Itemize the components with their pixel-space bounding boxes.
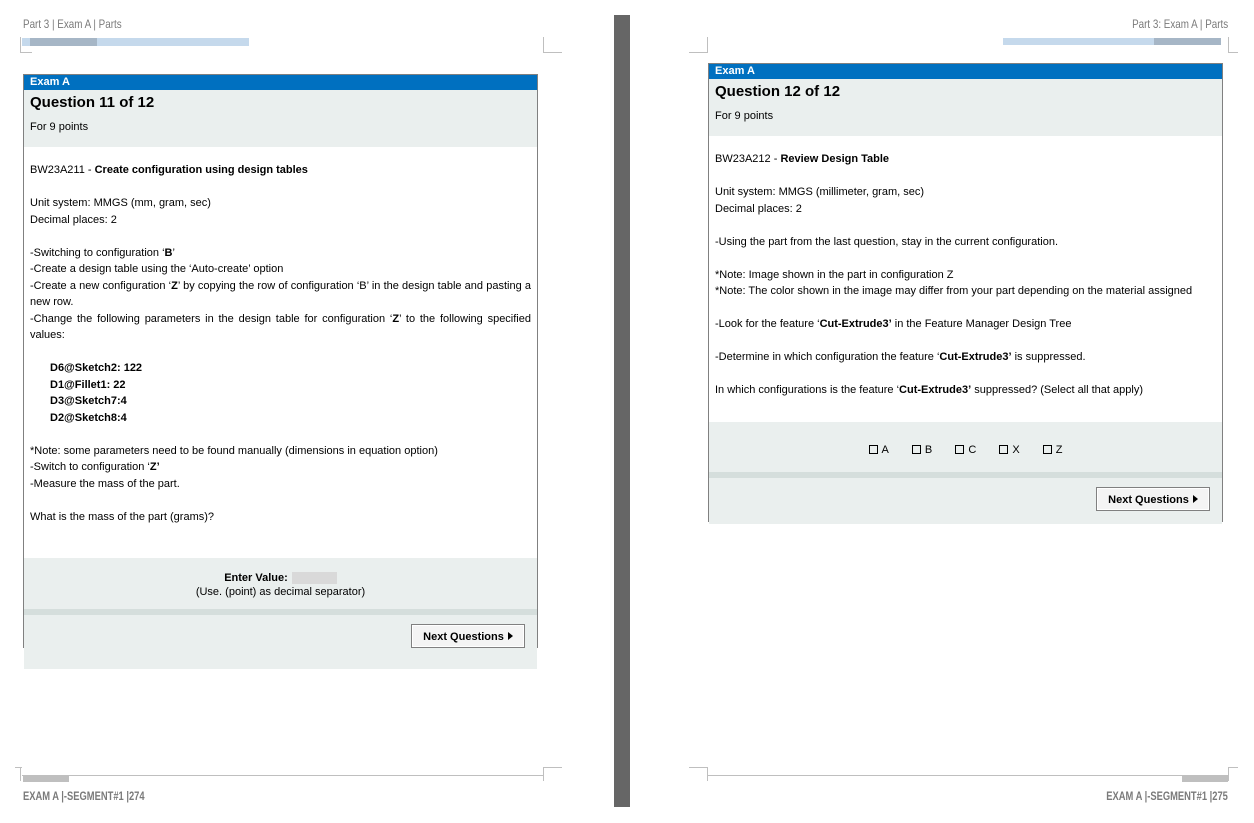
unit-system: Unit system: MMGS (millimeter, gram, sec) bbox=[715, 186, 925, 198]
parameter-value: D2@Sketch8:4 bbox=[50, 411, 127, 424]
right-page-header: Part 3: Exam A | Parts bbox=[1131, 17, 1228, 31]
corner-mark bbox=[707, 767, 708, 781]
option-c[interactable]: C bbox=[955, 422, 976, 478]
instruction-step: -Using the part from the last question, stay in the current configuration. bbox=[715, 235, 1059, 248]
option-a[interactable]: A bbox=[869, 422, 889, 478]
corner-mark bbox=[543, 767, 544, 781]
left-header-accent-bar bbox=[22, 38, 249, 46]
instruction-step: -Switch to configuration ‘Z’ bbox=[30, 461, 160, 473]
corner-mark bbox=[15, 767, 22, 768]
corner-mark bbox=[20, 52, 32, 53]
button-area bbox=[24, 615, 537, 669]
answer-input[interactable] bbox=[292, 572, 337, 584]
corner-mark bbox=[543, 52, 562, 53]
footer-accent bbox=[1182, 776, 1228, 782]
note: *Note: Image shown in the part in configuration Z bbox=[715, 268, 954, 281]
instruction-step: -Change the following parameters in the design table for configuration ‘Z’ to the following specified values: bbox=[30, 312, 531, 341]
footer-rule bbox=[22, 775, 544, 776]
right-page-footer: EXAM A |-SEGMENT#1 |275 bbox=[1106, 789, 1228, 803]
question-11-panel bbox=[23, 74, 538, 648]
question-body: BW23A211 - Create configuration using design tables Unit system: MMGS (mm, gram, sec) Decimal places: 2 -Switching to configuration ‘B’ -Create a design table using the ‘Auto-create’ option -Create a new configuration ‘Z’ by copying the row of configuration ‘B’ in the design table and pasting a new row. -Change the following parameters in the design table for configuration ‘Z’ to the following specified values: D6@Sketch2: 122 D1@Fillet1: 22 D3@Sketch7:4 D2@Sketch8:4 *Note: some parameters need to be found manually (dimensions in equation option) -Switch to configuration ‘Z’ -Measure the mass of the part. What is the mass of the part (grams)? bbox=[24, 147, 537, 558]
instruction-step: -Create a design table using the ‘Auto-create’ option bbox=[30, 263, 284, 275]
question-title: Question 11 of 12 bbox=[30, 94, 155, 111]
option-z[interactable]: Z bbox=[1043, 422, 1063, 478]
corner-mark bbox=[1228, 767, 1238, 768]
checkbox-icon[interactable] bbox=[912, 445, 921, 454]
play-icon bbox=[508, 632, 513, 640]
corner-mark bbox=[689, 52, 708, 53]
checkbox-icon[interactable] bbox=[1043, 445, 1052, 454]
corner-mark bbox=[543, 767, 562, 768]
question-name: Create configuration using design tables bbox=[94, 164, 308, 176]
book-spine bbox=[614, 15, 630, 807]
next-questions-button[interactable]: Next Questions bbox=[411, 624, 525, 648]
question-name: Review Design Table bbox=[780, 153, 890, 165]
question-prompt: In which configurations is the feature ‘Cut-Extrude3’ suppressed? (Select all that apply) bbox=[715, 384, 1143, 396]
corner-mark bbox=[20, 767, 21, 781]
exam-label: Exam A bbox=[24, 75, 537, 90]
question-points: For 9 points bbox=[30, 121, 89, 133]
left-page-footer: EXAM A |-SEGMENT#1 |274 bbox=[23, 789, 145, 803]
question-header bbox=[24, 90, 537, 147]
corner-mark bbox=[689, 767, 708, 768]
decimal-places: Decimal places: 2 bbox=[30, 213, 117, 226]
checkbox-icon[interactable] bbox=[869, 445, 878, 454]
corner-mark bbox=[20, 37, 21, 52]
question-body: BW23A212 - Review Design Table Unit system: MMGS (millimeter, gram, sec) Decimal places: 2 -Using the part from the last question, stay in the current configuration. *Note: Image shown in the part in configuration Z *Note: The color shown in the image may differ from your part depending on the material assigned -Look for the feature ‘Cut-Extrude3’ in the Feature Manager Design Tree -Determine in which configuration the feature ‘Cut-Extrude3’ is suppressed. In which configurations is the feature ‘Cut-Extrude3’ suppressed? (Select all that apply) bbox=[709, 136, 1222, 422]
corner-mark bbox=[1228, 767, 1229, 781]
play-icon bbox=[1193, 495, 1198, 503]
footer-accent bbox=[23, 776, 69, 782]
instruction-step: -Determine in which configuration the feature ‘Cut-Extrude3’ is suppressed. bbox=[715, 351, 1086, 363]
instruction-step: -Measure the mass of the part. bbox=[30, 477, 180, 490]
exam-label: Exam A bbox=[709, 64, 1222, 79]
question-points: For 9 points bbox=[715, 110, 774, 122]
answer-options bbox=[709, 422, 1222, 472]
question-prompt: What is the mass of the part (grams)? bbox=[30, 510, 215, 523]
footer-rule bbox=[707, 775, 1229, 776]
checkbox-icon[interactable] bbox=[955, 445, 964, 454]
decimal-places: Decimal places: 2 bbox=[715, 202, 802, 215]
corner-mark bbox=[1228, 37, 1229, 53]
question-code: BW23A211 bbox=[30, 164, 85, 176]
option-b[interactable]: B bbox=[912, 422, 932, 478]
corner-mark bbox=[543, 37, 544, 53]
question-title: Question 12 of 12 bbox=[715, 83, 841, 100]
note: *Note: some parameters need to be found manually (dimensions in equation option) bbox=[30, 444, 438, 457]
corner-mark bbox=[1228, 52, 1238, 53]
instruction-step: -Create a new configuration ‘Z’ by copying the row of configuration ‘B’ in the design table and pasting a new row. bbox=[30, 279, 531, 308]
corner-mark bbox=[707, 37, 708, 53]
question-12-panel bbox=[708, 63, 1223, 522]
instruction-step: -Look for the feature ‘Cut-Extrude3’ in the Feature Manager Design Tree bbox=[715, 318, 1072, 330]
parameter-value: D3@Sketch7:4 bbox=[50, 395, 127, 407]
right-header-accent-bar bbox=[1003, 38, 1221, 45]
parameter-value: D6@Sketch2: 122 bbox=[50, 362, 143, 374]
instruction-step: -Switching to configuration ‘B’ bbox=[30, 246, 175, 259]
button-area bbox=[709, 478, 1222, 524]
checkbox-icon[interactable] bbox=[999, 445, 1008, 454]
question-code: BW23A212 bbox=[715, 153, 771, 165]
answer-area bbox=[24, 558, 537, 609]
left-page-header: Part 3 | Exam A | Parts bbox=[23, 17, 122, 31]
unit-system: Unit system: MMGS (mm, gram, sec) bbox=[30, 197, 211, 209]
option-x[interactable]: X bbox=[999, 422, 1019, 478]
enter-value-label: Enter Value: bbox=[224, 572, 288, 584]
parameter-value: D1@Fillet1: 22 bbox=[50, 378, 126, 391]
next-questions-button[interactable]: Next Questions bbox=[1096, 487, 1210, 511]
note: *Note: The color shown in the image may differ from your part depending on the material assigned bbox=[715, 285, 1193, 297]
separator-hint: (Use. (point) as decimal separator) bbox=[195, 586, 366, 598]
question-header bbox=[709, 79, 1222, 136]
